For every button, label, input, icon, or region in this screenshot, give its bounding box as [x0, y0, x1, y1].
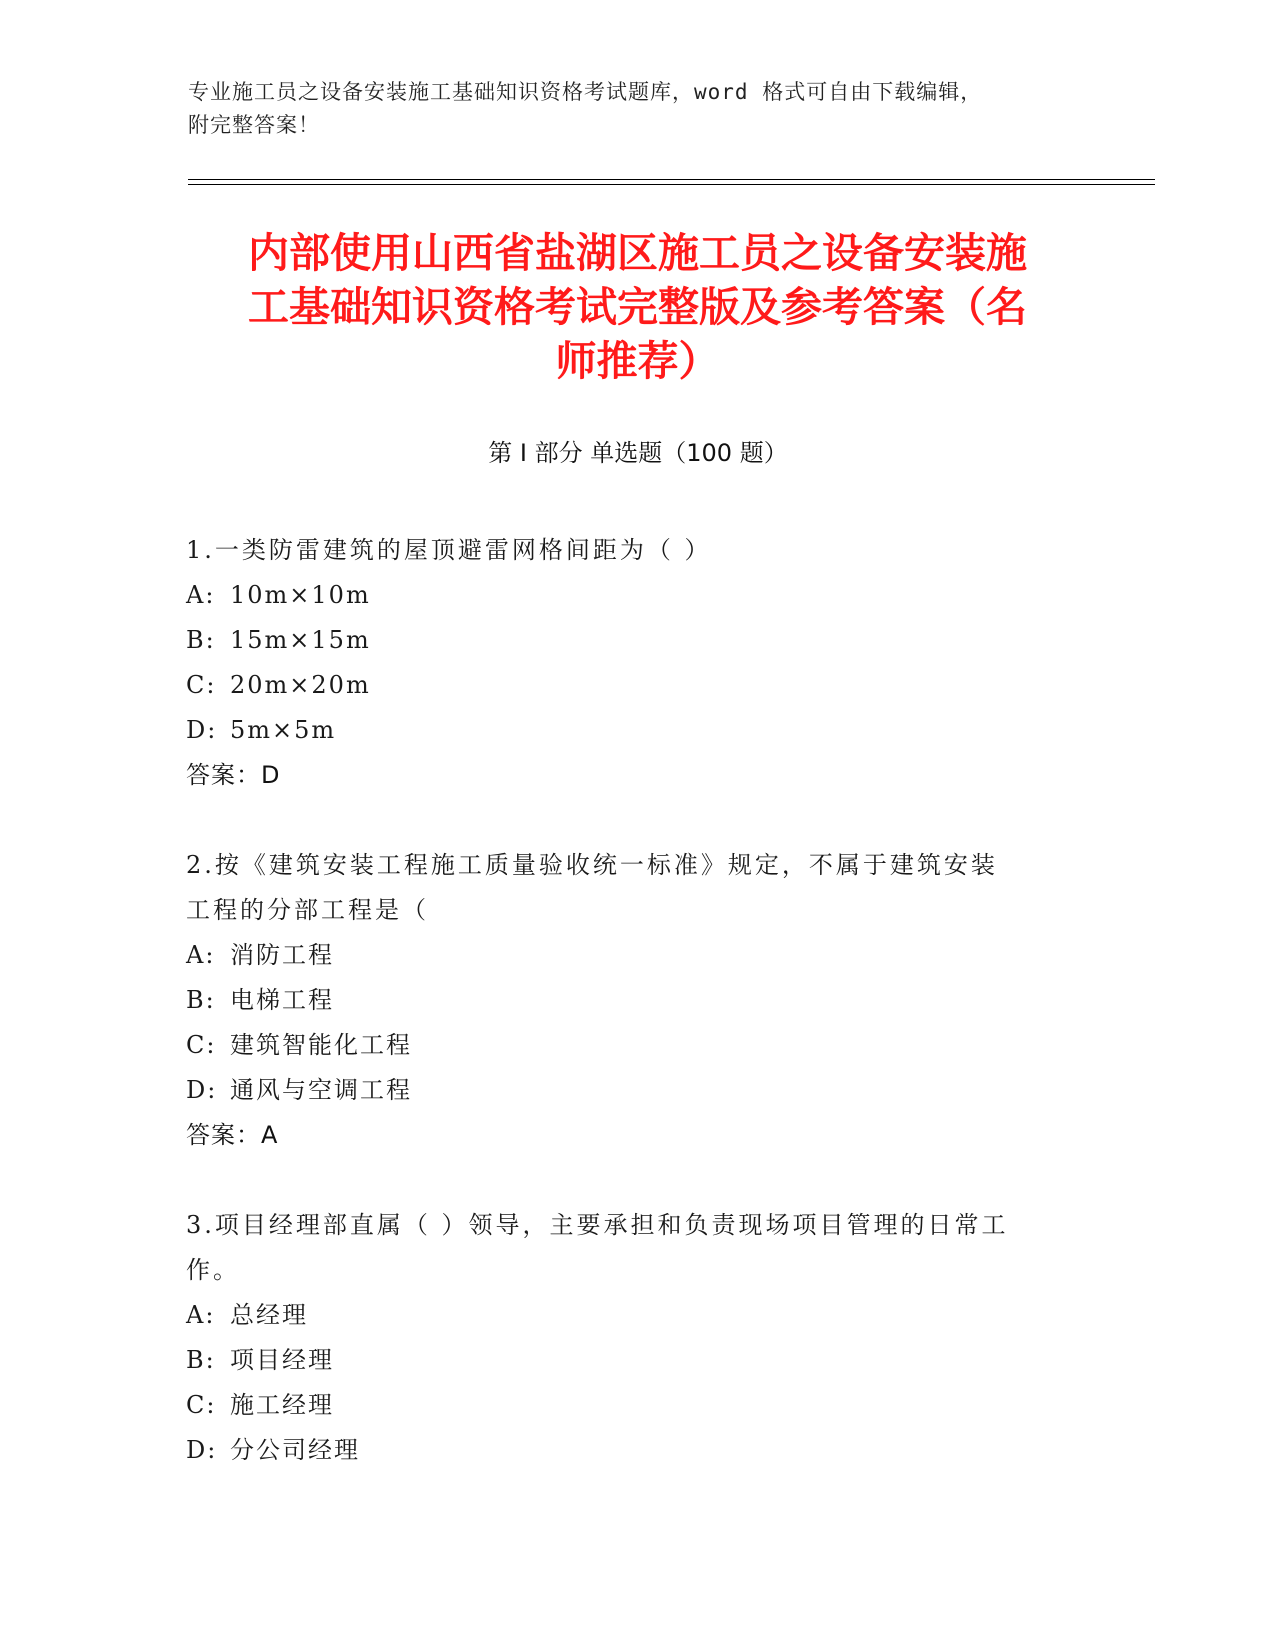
option-text: 通风与空调工程	[230, 1076, 412, 1104]
question-1	[186, 528, 1086, 798]
header-divider-bottom	[188, 184, 1155, 185]
option-text: 20m×20m	[230, 671, 371, 699]
option-text: 施工经理	[230, 1391, 334, 1419]
option-text: 消防工程	[230, 941, 334, 969]
question-stem-line: 2.按《建筑安装工程施工质量验收统一标准》规定，不属于建筑安装	[186, 851, 998, 879]
answer-line: 答案：A	[186, 1121, 279, 1149]
option-text: 建筑智能化工程	[230, 1031, 412, 1059]
option-b	[186, 978, 1086, 1023]
question-stem	[186, 528, 1086, 573]
option-d	[186, 708, 1086, 753]
header-note-line-2: 附完整答案！	[188, 113, 320, 137]
option-key: D:	[186, 1076, 218, 1104]
option-key: A:	[186, 941, 216, 969]
question-stem-line: 3.项目经理部直属（ ）领导，主要承担和负责现场项目管理的日常工	[186, 1211, 1009, 1239]
question-stem	[186, 843, 1086, 933]
option-c	[186, 663, 1086, 708]
option-key: D:	[186, 716, 218, 744]
header-divider-top	[188, 179, 1155, 180]
option-b	[186, 618, 1086, 663]
option-text: 10m×10m	[230, 581, 371, 609]
question-list	[186, 528, 1086, 1518]
option-text: 电梯工程	[230, 986, 334, 1014]
title-line-3: 师推荐）	[555, 337, 720, 385]
option-key: D:	[186, 1436, 218, 1464]
title-line-2: 工基础知识资格考试完整版及参考答案（名	[248, 283, 1027, 331]
option-a	[186, 1293, 1086, 1338]
option-key: C:	[186, 671, 217, 699]
title-line-1: 内部使用山西省盐湖区施工员之设备安装施	[248, 229, 1027, 277]
option-c	[186, 1383, 1086, 1428]
option-text: 5m×5m	[230, 716, 337, 744]
option-c	[186, 1023, 1086, 1068]
question-stem-line: 1.一类防雷建筑的屋顶避雷网格间距为（ ）	[186, 536, 712, 564]
option-key: A:	[186, 1301, 216, 1329]
option-key: B:	[186, 986, 216, 1014]
question-3	[186, 1203, 1086, 1473]
option-key: C:	[186, 1031, 217, 1059]
option-key: C:	[186, 1391, 217, 1419]
option-text: 15m×15m	[230, 626, 371, 654]
question-stem-line: 工程的分部工程是（	[186, 896, 429, 924]
answer-line: 答案：D	[186, 761, 281, 789]
option-text: 项目经理	[230, 1346, 334, 1374]
header-note-line-1: 专业施工员之设备安装施工基础知识资格考试题库，word 格式可自由下载编辑，	[188, 80, 983, 104]
option-key: B:	[186, 1346, 216, 1374]
question-2	[186, 843, 1086, 1158]
option-d	[186, 1068, 1086, 1113]
option-key: B:	[186, 626, 216, 654]
question-stem-line: 作。	[186, 1256, 240, 1284]
option-text: 总经理	[230, 1301, 308, 1329]
header-note	[188, 76, 1068, 142]
option-a	[186, 933, 1086, 978]
option-d	[186, 1428, 1086, 1473]
option-b	[186, 1338, 1086, 1383]
document-title	[195, 226, 1080, 388]
option-a	[186, 573, 1086, 618]
option-key: A:	[186, 581, 216, 609]
option-text: 分公司经理	[230, 1436, 360, 1464]
question-stem	[186, 1203, 1086, 1293]
section-heading: 第 I 部分 单选题（100 题）	[488, 439, 788, 467]
